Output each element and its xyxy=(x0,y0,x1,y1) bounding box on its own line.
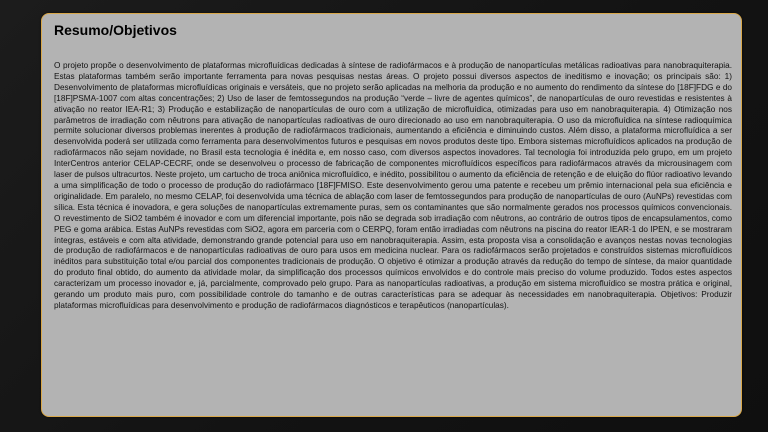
slide-body-text: O projeto propõe o desenvolvimento de plataformas microfluídicas dedicadas à síntese de radiofármacos e à produção de nanopartículas metálicas radioativas para nanobraquiterapia. Estas plataformas também serão importante ferramenta para novas pesquisas nestas áreas. O projeto possui diversos aspectos de ineditismo e inovação; os principais são: 1) Desenvolvimento de plataformas microfluídicas originais e versáteis, que no projeto serão aplicadas na melhoria da produção e no aumento do rendimento da síntese do [18F]FDG e do [18F]PSMA-1007 com altas concentrações; 2) Uso de laser de femtossegundos na produção “verde – livre de agentes químicos”, de nanopartículas de ouro revestidas e resistentes à ativação no reator IEA-R1; 3) Produção e estabilização de nanopartículas de ouro com a utilização de microfluídica, otimizadas para uso em nanobraquiterapia. 4) Otimização nos parâmetros de irradiação com nêutrons para ativação de nanopartículas radioativas de ouro direcionado ao uso em nanobraquiterapia. O uso da microfluídica na síntese radioquímica permite solucionar diversos problemas inerentes à produção de radiofármacos tradicionais, aumentando a eficiência e diminuindo custos. Além disso, a plataforma microfluídica a ser desenvolvida poderá ser utilizada como ferramenta para desenvolvimentos futuros e pesquisas em novos produtos deste tipo. Embora sistemas microfluídicos aplicados na produção de radiofármacos não sejam novidade, no Brasil esta tecnologia é inédita e, em nosso caso, com diversos aspectos inovadores. Tal tecnologia foi introduzida pelo grupo, em um projeto InterCentros anterior CELAP-CECRF, onde se desenvolveu o processo de fabricação de componentes microfluídicos específicos para radiofármacos através da microusinagem com laser de pulsos ultracurtos. Neste projeto, um cartucho de troca aniônica microfluídico, e inédito, possibilitou o aumento da eficiência de retenção e de eluição do flúor radioativo levando a uma simplificação de todo o processo de produção do radiofármaco [18F]FMISO. Este desenvolvimento gerou uma patente e recebeu um prêmio internacional pela sua eficiência e originalidade. Em paralelo, no mesmo CELAP, foi desenvolvida uma técnica de ablação com laser de femtossegundos para produção de nanopartículas de ouro (AuNPs) revestidas com sílica. Esta técnica é inovadora, e gera soluções de nanopartículas extremamente puras, sem os contaminantes que são normalmente gerados nos processos químicos convencionais. O revestimento de SiO2 também é inovador e com um diferencial importante, pois não se degrada sob irradiação com nêutrons, ao contrário de outros tipos de encapsulamentos, como PEG e goma arábica. Estas AuNPs revestidas com SiO2, agora em parceria com o CERPQ, foram então irradiadas com nêutrons na piscina do reator IEAR-1 do IPEN, e se mostraram íntegras, estáveis e com alta atividade, demonstrando grande potencial para uso em nanobraquiterapia. Assim, esta proposta visa a consolidação e avanços nestas novas tecnologias de produção de radiofármacos e de nanopartículas radioativas de ouro para usos em medicina nuclear. Para os radiofármacos serão projetados e construídos sistemas microfluídicos inéditos para substituição total e/ou parcial dos componentes tradicionais de produção. O objetivo é otimizar a produção através da redução do tempo de síntese, da maior quantidade do produto final obtido, do aumento da atividade molar, da simplificação dos processos químicos envolvidos e do controle mais preciso do volume produzido. Todos estes aspectos caracterizam um processo inovador e, já, parcialmente, comprovado pelo grupo. Para as nanopartículas radioativas, a produção em sistema microfluídico se mostra prática e original, gerando um produto mais puro, com possibilidade controle do tamanho e de outras características para se adequar às necessidades em nanobraquiterapia. Objetivos: Produzir plataformas microfluídicas para desenvolvimento e produção de radiofármacos diagnósticos e terapêuticos (nanopartículas). xyxy=(54,61,732,310)
slide-title: Resumo/Objetivos xyxy=(54,22,177,38)
content-panel xyxy=(41,13,742,417)
